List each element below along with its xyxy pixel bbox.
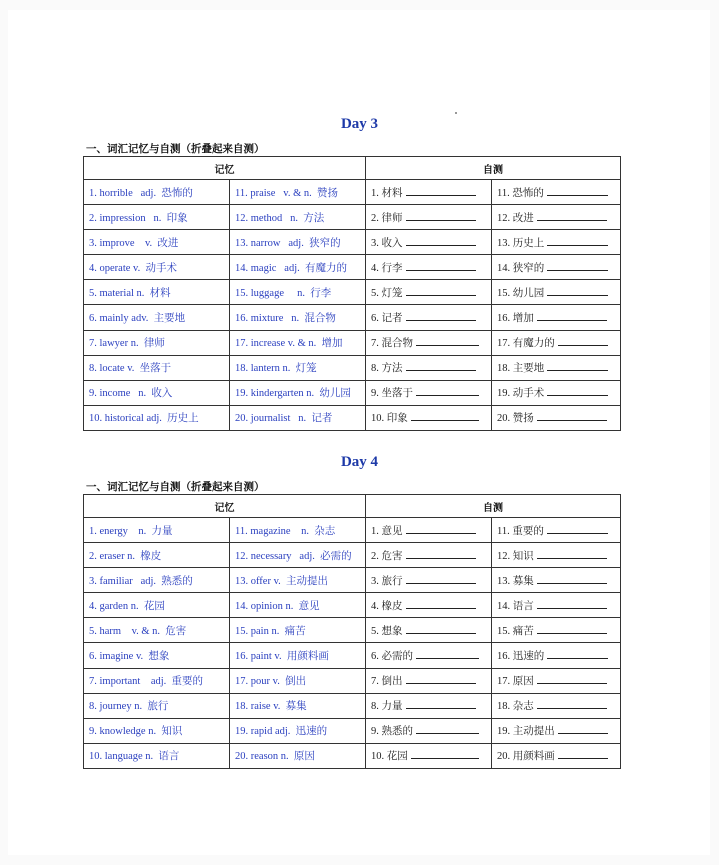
table-row [84,330,621,355]
answer-blank[interactable] [416,649,479,659]
table-row [84,668,621,693]
vocab-table [83,494,621,769]
memory-entry [230,205,366,230]
memory-entry-text: 14. opinion n. 意见 [235,600,320,612]
answer-blank[interactable] [416,386,479,396]
self-test-entry-text: 11. 恐怖的 [497,187,544,199]
test-column-header: 自测 [366,495,621,518]
answer-blank[interactable] [547,286,608,296]
answer-blank[interactable] [537,699,607,709]
answer-blank[interactable] [547,261,608,271]
memory-entry-text: 6. mainly adv. 主要地 [89,313,186,325]
answer-blank[interactable] [537,549,607,559]
memory-entry [84,255,230,280]
memory-entry-text: 10. historical adj. 历史上 [89,413,199,425]
self-test-entry-text: 15. 幼儿园 [497,287,545,299]
memory-entry-text: 20. reason n. 原因 [235,751,315,763]
self-test-entry [366,743,492,768]
table-header-row [84,157,621,180]
self-test-entry-text: 7. 倒出 [371,676,403,688]
memory-entry [84,593,230,618]
answer-blank[interactable] [537,211,607,221]
self-test-entry [366,330,492,355]
table-header-row [84,495,621,518]
answer-blank[interactable] [411,749,479,759]
self-test-entry-text: 1. 材料 [371,187,403,199]
memory-entry-text: 9. knowledge n. 知识 [89,726,183,738]
self-test-entry-text: 11. 重要的 [497,525,544,537]
memory-entry [84,693,230,718]
self-test-entry-text: 4. 橡皮 [371,600,403,612]
self-test-entry [492,543,621,568]
memory-column-header: 记忆 [84,495,366,518]
self-test-entry [492,668,621,693]
table-row [84,518,621,543]
memory-entry-text: 8. locate v. 坐落于 [89,363,172,375]
day-title: Day 3 [340,116,379,132]
section-heading: 一、词汇记忆与自测（折叠起来自测） [86,481,265,493]
self-test-entry-text: 14. 语言 [497,600,534,612]
answer-blank[interactable] [416,336,479,346]
self-test-entry-text: 20. 赞扬 [497,413,534,425]
self-test-entry-text: 12. 知识 [497,550,534,562]
self-test-entry-text: 10. 花园 [371,751,408,763]
memory-entry-text: 9. income n. 收入 [89,388,173,400]
self-test-entry-text: 17. 原因 [497,676,534,688]
self-test-entry [366,618,492,643]
memory-entry-text: 12. method n. 方法 [235,212,325,224]
memory-entry-text: 11. praise v. & n. 赞扬 [235,187,339,199]
table-row [84,543,621,568]
self-test-entry [492,718,621,743]
memory-entry [84,330,230,355]
memory-entry [84,718,230,743]
self-test-entry [366,305,492,330]
self-test-entry-text: 13. 募集 [497,575,534,587]
answer-blank[interactable] [537,599,607,609]
table-row [84,718,621,743]
memory-entry-text: 19. rapid adj. 迅速的 [235,726,328,738]
memory-entry-text: 13. offer v. 主动提出 [235,575,329,587]
answer-blank[interactable] [537,574,607,584]
memory-entry-text: 7. important adj. 重要的 [89,676,204,688]
table-row [84,280,621,305]
memory-entry [230,543,366,568]
memory-entry [230,330,366,355]
memory-entry-text: 5. material n. 材料 [89,287,171,299]
memory-entry [230,230,366,255]
self-test-entry-text: 16. 增加 [497,313,534,325]
self-test-entry [366,543,492,568]
answer-blank[interactable] [406,699,476,709]
memory-entry [84,518,230,543]
answer-blank[interactable] [406,311,476,321]
answer-blank[interactable] [537,674,607,684]
memory-entry [84,568,230,593]
self-test-entry [492,280,621,305]
self-test-entry-text: 5. 灯笼 [371,287,403,299]
self-test-entry [492,305,621,330]
answer-blank[interactable] [406,211,476,221]
answer-blank[interactable] [406,524,476,534]
memory-entry [84,280,230,305]
self-test-entry [492,330,621,355]
self-test-entry [492,180,621,205]
answer-blank[interactable] [406,574,476,584]
self-test-entry [366,643,492,668]
table-row [84,618,621,643]
self-test-entry [366,668,492,693]
self-test-entry [366,693,492,718]
memory-entry-text: 13. narrow adj. 狭窄的 [235,237,341,249]
memory-entry [84,543,230,568]
self-test-entry [366,518,492,543]
self-test-entry-text: 16. 迅速的 [497,651,545,663]
answer-blank[interactable] [547,524,608,534]
memory-entry [230,380,366,405]
memory-entry [84,668,230,693]
answer-blank[interactable] [537,624,607,634]
self-test-entry-text: 18. 杂志 [497,701,534,713]
self-test-entry-text: 6. 必需的 [371,651,413,663]
memory-entry [230,405,366,430]
memory-entry-text: 4. garden n. 花园 [89,600,165,612]
self-test-entry [366,255,492,280]
self-test-entry [366,380,492,405]
self-test-entry [492,355,621,380]
self-test-entry-text: 17. 有魔力的 [497,338,555,350]
table-row [84,593,621,618]
memory-entry [84,618,230,643]
memory-entry-text: 20. journalist n. 记者 [235,413,333,425]
self-test-entry-text: 4. 行李 [371,262,403,274]
self-test-entry [366,568,492,593]
answer-blank[interactable] [537,311,607,321]
vocab-table [83,156,621,431]
answer-blank[interactable] [558,724,608,734]
self-test-entry [366,593,492,618]
day-title: Day 4 [340,454,379,470]
memory-entry-text: 16. paint v. 用颜料画 [235,651,329,663]
self-test-entry-text: 13. 历史上 [497,237,545,249]
answer-blank[interactable] [406,261,476,271]
self-test-entry-text: 8. 方法 [371,363,403,375]
self-test-entry [492,518,621,543]
self-test-entry-text: 10. 印象 [371,413,408,425]
memory-entry-text: 7. lawyer n. 律师 [89,338,165,350]
answer-blank[interactable] [411,411,479,421]
memory-entry-text: 19. kindergarten n. 幼儿园 [235,388,351,400]
self-test-entry [492,593,621,618]
self-test-entry [492,618,621,643]
self-test-entry-text: 19. 主动提出 [497,726,555,738]
answer-blank[interactable] [547,386,608,396]
memory-entry [84,643,230,668]
self-test-entry-text: 3. 旅行 [371,575,403,587]
answer-blank[interactable] [547,186,608,196]
memory-entry-text: 11. magazine n. 杂志 [235,525,336,537]
memory-entry [230,305,366,330]
self-test-entry-text: 9. 熟悉的 [371,726,413,738]
self-test-entry [492,693,621,718]
self-test-entry-text: 5. 想象 [371,625,403,637]
self-test-entry-text: 2. 律师 [371,212,403,224]
memory-entry-text: 2. impression n. 印象 [89,212,188,224]
memory-entry [230,593,366,618]
table-row [84,405,621,430]
self-test-entry [492,743,621,768]
memory-entry-text: 3. improve v. 改进 [89,237,179,249]
answer-blank[interactable] [406,236,476,246]
memory-entry-text: 3. familiar adj. 熟悉的 [89,575,193,587]
self-test-entry [366,280,492,305]
memory-entry-text: 5. harm v. & n. 危害 [89,625,187,637]
memory-entry-text: 6. imagine v. 想象 [89,651,170,663]
answer-blank[interactable] [416,724,479,734]
memory-entry [84,305,230,330]
memory-entry [230,180,366,205]
self-test-entry [492,643,621,668]
memory-entry [230,618,366,643]
table-row [84,693,621,718]
memory-entry [84,355,230,380]
memory-column-header: 记忆 [84,157,366,180]
table-row [84,380,621,405]
answer-blank[interactable] [406,549,476,559]
memory-entry [230,568,366,593]
memory-entry [84,405,230,430]
memory-entry-text: 15. pain n. 痛苦 [235,625,306,637]
memory-entry-text: 17. pour v. 倒出 [235,676,307,688]
memory-entry-text: 15. luggage n. 行李 [235,287,332,299]
answer-blank[interactable] [547,649,608,659]
memory-entry-text: 17. increase v. & n. 增加 [235,338,343,350]
answer-blank[interactable] [406,624,476,634]
section-heading: 一、词汇记忆与自测（折叠起来自测） [86,143,265,155]
table-row [84,355,621,380]
self-test-entry-text: 14. 狭窄的 [497,262,545,274]
table-row [84,255,621,280]
self-test-entry [366,405,492,430]
table-row [84,643,621,668]
memory-entry [230,668,366,693]
self-test-entry-text: 19. 动手术 [497,388,545,400]
memory-entry-text: 1. energy n. 力量 [89,525,173,537]
answer-blank[interactable] [547,361,608,371]
self-test-entry-text: 18. 主要地 [497,363,545,375]
table-row [84,230,621,255]
self-test-entry [366,355,492,380]
self-test-entry-text: 8. 力量 [371,701,403,713]
answer-blank[interactable] [547,236,608,246]
memory-entry-text: 18. lantern n. 灯笼 [235,363,317,375]
memory-entry [84,230,230,255]
answer-blank[interactable] [558,749,608,759]
memory-entry [230,718,366,743]
self-test-entry-text: 3. 收入 [371,237,403,249]
memory-entry [230,518,366,543]
answer-blank[interactable] [406,361,476,371]
memory-entry-text: 18. raise v. 募集 [235,701,307,713]
table-row [84,205,621,230]
self-test-entry [366,205,492,230]
memory-entry [230,355,366,380]
memory-entry [230,280,366,305]
memory-entry-text: 16. mixture n. 混合物 [235,313,336,325]
answer-blank[interactable] [406,286,476,296]
memory-entry [84,180,230,205]
self-test-entry [366,718,492,743]
self-test-entry [366,230,492,255]
table-row [84,568,621,593]
self-test-entry [492,380,621,405]
memory-entry [230,693,366,718]
self-test-entry-text: 7. 混合物 [371,338,413,350]
answer-blank[interactable] [406,674,476,684]
self-test-entry [366,180,492,205]
answer-blank[interactable] [406,186,476,196]
self-test-entry-text: 1. 意见 [371,525,403,537]
stray-mark [455,112,457,114]
answer-blank[interactable] [537,411,607,421]
self-test-entry [492,255,621,280]
table-row [84,180,621,205]
self-test-entry [492,568,621,593]
self-test-entry-text: 20. 用颜料画 [497,751,555,763]
table-row [84,305,621,330]
memory-entry [84,205,230,230]
self-test-entry [492,230,621,255]
memory-entry-text: 4. operate v. 动手术 [89,262,177,274]
memory-entry [230,255,366,280]
self-test-entry-text: 15. 痛苦 [497,625,534,637]
answer-blank[interactable] [406,599,476,609]
memory-entry-text: 8. journey n. 旅行 [89,701,169,713]
self-test-entry [492,405,621,430]
memory-entry-text: 2. eraser n. 橡皮 [89,550,162,562]
answer-blank[interactable] [558,336,608,346]
memory-entry-text: 1. horrible adj. 恐怖的 [89,187,193,199]
memory-entry-text: 10. language n. 语言 [89,751,180,763]
memory-entry-text: 14. magic adj. 有魔力的 [235,262,347,274]
memory-entry [84,743,230,768]
self-test-entry-text: 12. 改进 [497,212,534,224]
memory-entry [230,743,366,768]
test-column-header: 自测 [366,157,621,180]
self-test-entry-text: 6. 记者 [371,313,403,325]
memory-entry [230,643,366,668]
memory-entry-text: 12. necessary adj. 必需的 [235,550,352,562]
memory-entry [84,380,230,405]
self-test-entry-text: 9. 坐落于 [371,388,413,400]
table-row [84,743,621,768]
self-test-entry [492,205,621,230]
self-test-entry-text: 2. 危害 [371,550,403,562]
